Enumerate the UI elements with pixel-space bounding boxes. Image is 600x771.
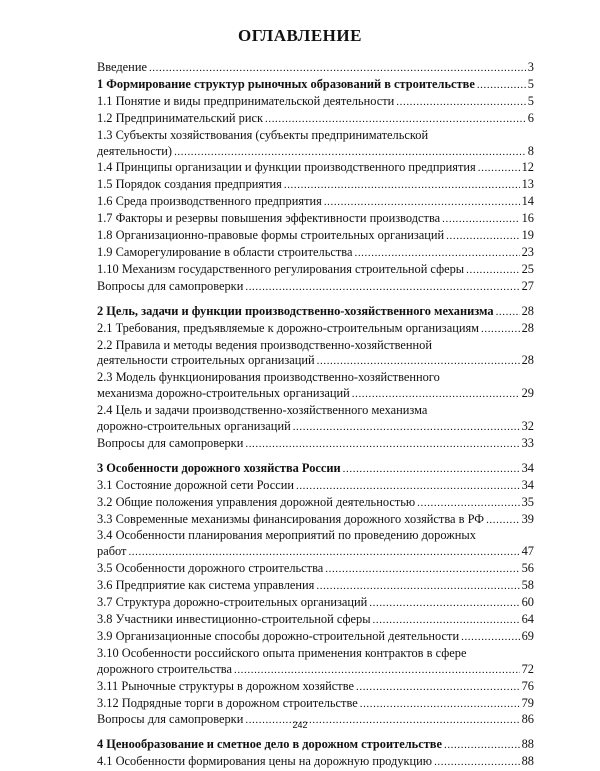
toc-entry-page: 13: [521, 177, 534, 192]
toc-entry-title: 4 Ценообразование и сметное дело в дорожном строительстве: [97, 737, 442, 752]
toc-entry-first-line: 3.4 Особенности планирования мероприятий по проведению дорожных: [97, 528, 476, 543]
toc-entry[interactable]: [97, 512, 534, 529]
toc-entry[interactable]: [97, 436, 534, 453]
toc-chapter-entry[interactable]: [97, 77, 534, 94]
toc-dot-leader: [466, 263, 519, 279]
toc-entry-page: 16: [521, 211, 534, 226]
toc-entry-page: 29: [521, 386, 534, 401]
toc-entry-page: 8: [527, 143, 534, 158]
toc-dot-leader: [174, 145, 526, 161]
toc-entry[interactable]: [97, 544, 534, 561]
toc-entry-title: Вопросы для самопроверки: [97, 435, 244, 450]
toc-dot-leader: [442, 212, 519, 228]
toc-dot-leader: [234, 663, 520, 679]
toc-entry[interactable]: [97, 245, 534, 262]
toc-entry-title: 3.8 Участники инвестиционно-строительной сферы: [97, 612, 371, 626]
toc-chapter-entry[interactable]: [97, 737, 534, 754]
section-gap: [97, 453, 534, 461]
toc-dot-leader: [284, 178, 520, 194]
page-title: ОГЛАВЛЕНИЕ: [238, 26, 362, 45]
table-of-contents: [97, 60, 534, 771]
toc-dot-leader: [324, 195, 520, 211]
toc-entry-page: 34: [521, 460, 534, 475]
toc-chapter-entry[interactable]: [97, 461, 534, 478]
toc-entry-title: 3.7 Структура дорожно-строительных организаций: [97, 595, 368, 610]
toc-entry-page: 14: [521, 194, 534, 209]
toc-dot-leader: [373, 613, 520, 629]
toc-entry-title: дорожного строительства: [97, 661, 232, 676]
toc-entry[interactable]: [97, 629, 534, 646]
toc-entry-page: 56: [521, 561, 534, 576]
toc-entry-page: 28: [521, 353, 534, 368]
toc-dot-leader: [461, 630, 520, 646]
toc-dot-leader: [343, 462, 520, 478]
toc-entry-title: 3.9 Организационные способы дорожно-строительной деятельности: [97, 628, 460, 643]
toc-entry-title: 1.7 Факторы и резервы повышения эффективности производства: [97, 211, 441, 226]
toc-entry-title: 1.10 Механизм государственного регулирования строительной сферы: [97, 261, 465, 276]
toc-entry[interactable]: [97, 353, 534, 370]
toc-entry[interactable]: [97, 662, 534, 679]
toc-entry-page: 64: [521, 612, 534, 626]
toc-entry-page: 47: [521, 544, 534, 559]
toc-dot-leader: [434, 755, 520, 771]
toc-dot-leader: [446, 229, 519, 245]
toc-entry-page: 5: [527, 93, 534, 108]
toc-entry-title: 2.1 Требования, предъявляемые к дорожно-строительным организациям: [97, 320, 479, 335]
toc-dot-leader: [496, 305, 520, 321]
toc-entry-page: 72: [521, 661, 534, 676]
toc-entry[interactable]: [97, 696, 534, 713]
toc-entry-page: 6: [527, 110, 534, 125]
toc-entry[interactable]: [97, 561, 534, 578]
toc-entry-title: 3.3 Современные механизмы финансирования дорожного хозяйства в РФ: [97, 511, 485, 526]
toc-entry-title: 3.11 Рыночные структуры в дорожном хозяйстве: [97, 678, 354, 693]
toc-entry[interactable]: [97, 111, 534, 128]
toc-entry-title: 1.1 Понятие и виды предпринимательской деятельности: [97, 93, 395, 108]
toc-entry-page: 25: [521, 261, 534, 276]
toc-entry[interactable]: [97, 386, 534, 403]
toc-entry-first-line: 2.2 Правила и методы ведения производственно-хозяйственной: [97, 337, 433, 352]
toc-entry[interactable]: [97, 495, 534, 512]
toc-entry-title: 3 Особенности дорожного хозяйства России: [97, 460, 341, 475]
toc-entry-page: 33: [521, 435, 534, 450]
toc-entry-title: 1.8 Организационно-правовые формы строительных организаций: [97, 228, 445, 243]
toc-dot-leader: [417, 496, 519, 512]
toc-entry[interactable]: [97, 144, 534, 161]
toc-entry-title: Вопросы для самопроверки: [97, 278, 244, 293]
toc-entry-first-line: 2.3 Модель функционирования производственно-хозяйственного: [97, 370, 440, 385]
toc-entry-page: 60: [521, 595, 534, 610]
toc-entry-page: 34: [521, 477, 534, 492]
toc-entry[interactable]: [97, 419, 534, 436]
toc-entry[interactable]: [97, 94, 534, 111]
toc-entry-page: 12: [521, 160, 534, 175]
toc-entry-page: 23: [521, 244, 534, 259]
toc-entry-first-line: 1.3 Субъекты хозяйствования (субъекты предпринимательской: [97, 127, 429, 142]
toc-entry-title: 1.4 Принципы организации и функции производственного предприятия: [97, 160, 476, 175]
toc-entry-page: 28: [521, 320, 534, 335]
toc-entry[interactable]: [97, 177, 534, 194]
toc-entry[interactable]: [97, 578, 534, 595]
toc-entry[interactable]: [97, 679, 534, 696]
toc-entry-title: 1.9 Саморегулирование в области строительства: [97, 244, 353, 259]
toc-entry-page: 3: [527, 60, 534, 74]
toc-entry-title: 1.5 Порядок создания предприятия: [97, 177, 282, 192]
toc-entry[interactable]: [97, 228, 534, 245]
toc-dot-leader: [478, 161, 520, 177]
toc-entry[interactable]: [97, 262, 534, 279]
toc-entry-title: 3.2 Общие положения управления дорожной деятельностью: [97, 494, 416, 509]
toc-dot-leader: [481, 322, 520, 338]
toc-dot-leader: [354, 246, 519, 262]
toc-dot-leader: [149, 61, 526, 77]
toc-dot-leader: [296, 479, 520, 495]
toc-dot-leader: [486, 513, 520, 529]
toc-entry-title: 2 Цель, задачи и функции производственно-хозяйственного механизма: [97, 303, 494, 318]
toc-entry-first-line: 3.10 Особенности российского опыта применения контрактов в сфере: [97, 645, 467, 660]
toc-entry-first-line: 2.4 Цель и задачи производственно-хозяйственного механизма: [97, 403, 428, 418]
toc-entry-title: Вопросы для самопроверки: [97, 712, 244, 727]
toc-entry-title: механизма дорожно-строительных организаций: [97, 386, 350, 401]
section-gap: [97, 729, 534, 737]
toc-dot-leader: [245, 280, 519, 296]
toc-entry[interactable]: [97, 321, 534, 338]
toc-entry-title: деятельности): [97, 143, 173, 158]
toc-entry[interactable]: [97, 595, 534, 612]
toc-entry-page: 35: [521, 494, 534, 509]
toc-dot-leader: [293, 420, 520, 436]
toc-dot-leader: [245, 437, 519, 453]
toc-entry-page: 39: [521, 511, 534, 526]
toc-entry-title: 1.6 Среда производственного предприятия: [97, 194, 322, 209]
toc-entry[interactable]: [97, 279, 534, 296]
toc-entry-title: деятельности строительных организаций: [97, 353, 315, 368]
toc-entry[interactable]: [97, 612, 534, 629]
toc-entry[interactable]: [97, 194, 534, 211]
toc-entry-title: 3.5 Особенности дорожного строительства: [97, 561, 324, 576]
toc-entry[interactable]: [97, 60, 534, 77]
toc-entry[interactable]: [97, 160, 534, 177]
toc-entry-title: Введение: [97, 60, 147, 74]
toc-entry-page: 58: [521, 578, 534, 593]
toc-dot-leader: [317, 354, 520, 370]
page-number: 242: [292, 720, 308, 730]
toc-entry-title: 3.6 Предприятие как система управления: [97, 578, 315, 593]
toc-entry-page: 79: [521, 695, 534, 710]
toc-entry-page: 27: [521, 278, 534, 293]
toc-entry[interactable]: [97, 211, 534, 228]
toc-entry-title: 3.1 Состояние дорожной сети России: [97, 477, 294, 492]
toc-dot-leader: [352, 387, 520, 403]
toc-entry-page: 19: [521, 228, 534, 243]
toc-entry-title: 1 Формирование структур рыночных образований в строительстве: [97, 76, 475, 91]
toc-dot-leader: [316, 579, 519, 595]
toc-entry-page: 76: [521, 678, 534, 693]
toc-entry-title: дорожно-строительных организаций: [97, 419, 291, 434]
toc-dot-leader: [477, 78, 526, 94]
section-gap: [97, 296, 534, 304]
toc-dot-leader: [356, 680, 520, 696]
toc-entry-page: 88: [521, 737, 534, 752]
toc-entry-page: 88: [521, 754, 534, 769]
toc-dot-leader: [128, 545, 519, 561]
toc-dot-leader: [265, 112, 526, 128]
toc-entry[interactable]: [97, 754, 534, 771]
toc-entry-title: 3.12 Подрядные торги в дорожном строительстве: [97, 695, 358, 710]
toc-entry-title: 1.2 Предпринимательский риск: [97, 110, 263, 125]
toc-entry-page: 69: [521, 628, 534, 643]
toc-entry-title: работ: [97, 544, 127, 559]
toc-dot-leader: [325, 562, 519, 578]
toc-entry-title: 4.1 Особенности формирования цены на дорожную продукцию: [97, 754, 433, 769]
toc-entry-page: 32: [521, 419, 534, 434]
toc-entry-page: 5: [527, 76, 534, 91]
toc-chapter-entry[interactable]: [97, 304, 534, 321]
toc-dot-leader: [444, 738, 520, 754]
toc-entry[interactable]: [97, 478, 534, 495]
toc-dot-leader: [360, 697, 520, 713]
toc-entry-page: 86: [521, 712, 534, 727]
toc-entry-page: 28: [521, 303, 534, 318]
toc-dot-leader: [369, 596, 519, 612]
toc-dot-leader: [396, 95, 526, 111]
